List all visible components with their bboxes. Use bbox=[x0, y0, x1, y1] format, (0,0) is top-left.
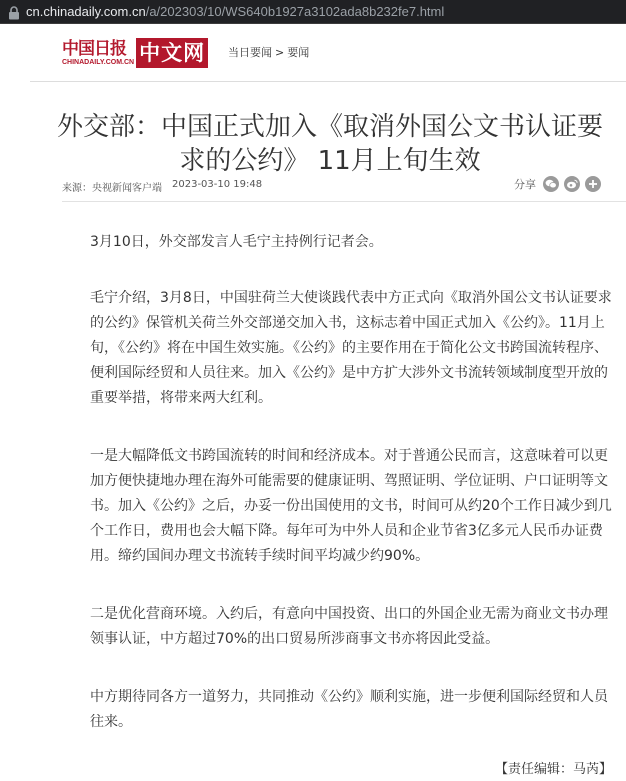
site-logo[interactable] bbox=[62, 36, 208, 70]
article-source: 来源：央视新闻客户端 bbox=[62, 183, 162, 194]
share-bar bbox=[514, 176, 601, 192]
url-path: /a/202303/10/WS640b1927a3102ada8b232fe7.html bbox=[145, 4, 445, 19]
header-divider bbox=[30, 81, 626, 82]
article-title: 外交部：中国正式加入《取消外国公文书认证要求的公约》 11月上旬生效 bbox=[56, 112, 603, 177]
logo-english-text: CHINADAILY.COM.CN bbox=[62, 58, 135, 66]
article-paragraph: 中方期待同各方一道努力，共同推动《公约》顺利实施，进一步便利国际经贸和人员往来。 bbox=[90, 689, 608, 730]
browser-address-bar[interactable] bbox=[0, 0, 626, 24]
plus-icon[interactable] bbox=[585, 176, 601, 192]
article-body bbox=[90, 230, 614, 768]
breadcrumb-item-news[interactable]: 要闻 bbox=[287, 46, 310, 59]
article-paragraph: 一是大幅降低文书跨国流转的时间和经济成本。对于普通公民而言，这意味着可以更加方便快捷地办理在海外可能需要的健康证明、驾照证明、学位证明、户口证明等文书。加入《公约》之后，办妥一份出国使用的文书，时间可从约20个工作日减少到几个工作日，费用也会大幅下降。每年可为中外人员和企业节省3亿多元人民币办证费用。缔约国间办理文书流转手续时间平均减少约90%。 bbox=[90, 448, 612, 564]
lock-icon bbox=[8, 5, 20, 19]
url-text[interactable] bbox=[26, 4, 444, 19]
wechat-icon[interactable] bbox=[543, 176, 559, 192]
article-paragraph: 二是优化营商环境。入约后，有意向中国投资、出口的外国企业无需为商业文书办理领事认证，中方超过70%的出口贸易所涉商事文书亦将因此受益。 bbox=[90, 606, 608, 647]
url-host: cn.chinadaily.com.cn bbox=[26, 4, 146, 19]
article-meta bbox=[62, 179, 262, 194]
breadcrumb-item-daily-news[interactable]: 当日要闻 bbox=[228, 46, 272, 59]
article-paragraph: 毛宁介绍，3月8日，中国驻荷兰大使谈践代表中方正式向《取消外国公文书认证要求的公约》保管机关荷兰外交部递交加入书，这标志着中国正式加入《公约》。11月上旬，《公约》将在中国生效实施。《公约》的主要作用在于简化公文书跨国流转程序、便利国际经贸和人员往来。加入《公约》是中方扩大涉外文书流转领域制度型开放的重要举措，将带来两大红利。 bbox=[90, 290, 612, 406]
article-datetime: 2023-03-10 19:48 bbox=[172, 179, 263, 190]
logo-chinese-text: 中国日报 bbox=[62, 38, 126, 59]
responsible-editor: 【责任编辑：马芮】 bbox=[494, 762, 612, 777]
weibo-icon[interactable] bbox=[564, 176, 580, 192]
article-paragraph: 3月10日，外交部发言人毛宁主持例行记者会。 bbox=[90, 234, 383, 250]
breadcrumb bbox=[228, 44, 309, 60]
share-label: 分享 bbox=[514, 178, 536, 191]
meta-divider bbox=[62, 201, 626, 202]
logo-box-text: 中文网 bbox=[136, 38, 208, 68]
breadcrumb-separator: > bbox=[275, 45, 285, 59]
